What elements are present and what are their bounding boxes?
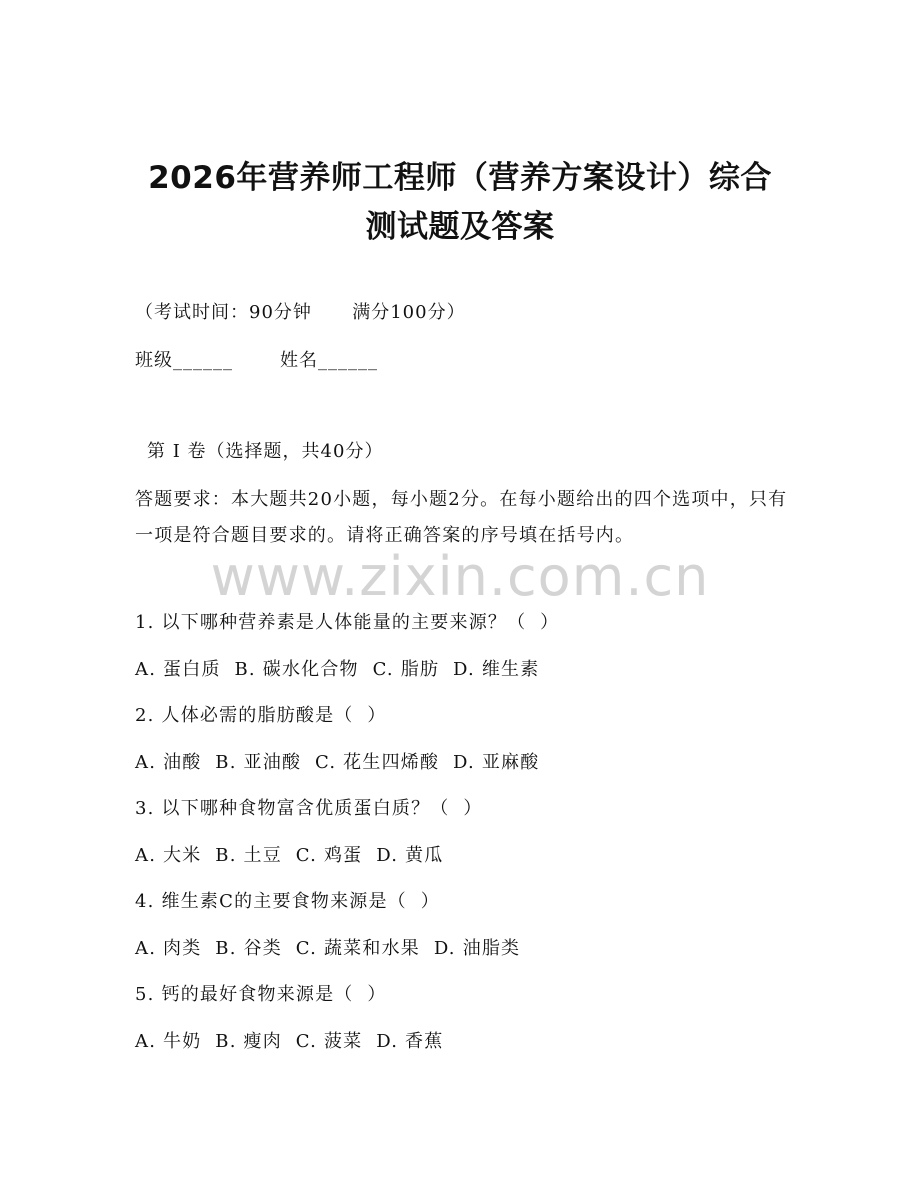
exam-info: （考试时间：90分钟 满分100分） (135, 302, 466, 323)
section-heading: 第 I 卷（选择题，共40分） (147, 441, 384, 462)
class-name-fields: 班级______ 姓名______ (135, 350, 379, 371)
question-5-options: A. 牛奶 B. 瘦肉 C. 菠菜 D. 香蕉 (135, 1031, 444, 1052)
question-3-options: A. 大米 B. 土豆 C. 鸡蛋 D. 黄瓜 (135, 845, 444, 866)
question-2-stem: 2. 人体必需的脂肪酸是（ ） (135, 705, 387, 726)
document-title-line-2: 测试题及答案 (365, 209, 555, 245)
question-3-stem: 3. 以下哪种食物富含优质蛋白质？（ ） (135, 798, 483, 819)
question-2-options: A. 油酸 B. 亚油酸 C. 花生四烯酸 D. 亚麻酸 (135, 752, 540, 773)
document-title-line-1: 2026年营养师工程师（营养方案设计）综合 (148, 160, 772, 196)
watermark: www.zixin.com.cn (210, 545, 710, 608)
question-4-stem: 4. 维生素C的主要食物来源是（ ） (135, 891, 440, 912)
question-5-stem: 5. 钙的最好食物来源是（ ） (135, 984, 387, 1005)
question-4-options: A. 肉类 B. 谷类 C. 蔬菜和水果 D. 油脂类 (135, 938, 521, 959)
answer-instructions: 答题要求：本大题共20小题，每小题2分。在每小题给出的四个选项中，只有一项是符合题目要求的。请将正确答案的序号填在括号内。 (135, 489, 788, 546)
question-1-options: A. 蛋白质 B. 碳水化合物 C. 脂肪 D. 维生素 (135, 659, 540, 680)
question-1-stem: 1. 以下哪种营养素是人体能量的主要来源？（ ） (135, 612, 560, 633)
